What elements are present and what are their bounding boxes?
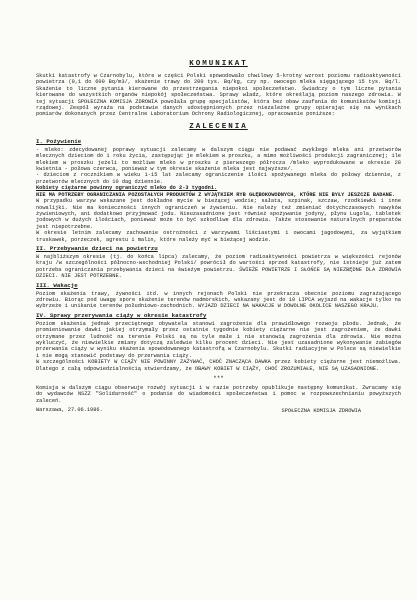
section-1-para-f: W okresie letnim zalecamy zachowanie ostrożności z warzywami liściastymi i owocami jagodowymi, za wyjątkiem truskawek, porzeczek, agrestu i malin, które należy myć w bieżącej wodzie. <box>36 230 401 243</box>
recommendations-heading: ZALECENIA <box>189 122 248 131</box>
section-4-para-a: Poziom skażenia jednak przeciętnego obywatela stanowi zagrożenie dla prawidłowego rozwoju płodu. Jednak, że promieniowanie dawki jakiej otrzymały przez ostatnie tygodnie kobiety ciężarne nie jest zagrożeniem, że dawki otrzymane przez ludność na terenie Polski są na tyle małe i nie stanowią zagrożenia dla zdrowia. Nie można wykluczyć, że niewielkie zmiany dotyczą zaledwie kilku procent dzieci. Nie jest uzasadnione wykonywanie zabiegów przerwania ciąży w wyniku skażenia spowodowanego katastrofą w Czarnobylu. Skutki radiacyjne w Polsce są niewielkie i nie mogą stanowić podstawy do przerwania ciąży. <box>36 320 401 359</box>
section-1-para-d: NIE MA POTRZEBY OGRANICZANIA POZOSTAŁYCH PRODUKTÓW Z WYJĄTKIEM RYB GŁĘBOKOWODNYCH, KTÓRE NIE BYŁY JESZCZE BADANE. <box>36 191 396 198</box>
document-date: Warszawa, 27.06.1986. <box>36 407 103 414</box>
intro-paragraph: Skutki katastrofy w Czarnobylu, które w części Polski spowodowało chwilowy 5-krotny wzrost poziomu radioaktywności powietrza (0,1 do 600 Bq/m3/, skażenie trawy do 200 tys. Bq/kg, czy np. owocego mleka sięgającego 15 tys. Bq/l. Skażenie to liczne pytania kierowane do przestrzegania niepokoi społeczeństwo. Świadczy o tym liczne pytania kierowane do wszystkich organów niepokój społeczeństwa. Sprawy władz, które określają poziom naszego zdrowia. W tej sytuacji SPOŁECZNA KOMISJA ZDROWIA powołała grupę specjalistów, która bez obaw zaufania do komunikatów komisji rządowej. Zespół wyraża na podstawie danych udostępnionych przez niezależne grupy opierając się na wynikach pomiarów dokonanych przez Centralne Laboratorium Ochrony Radiologicznej, opracowanie poniższe: <box>36 73 401 118</box>
section-1-para-c: Kobiety ciężarne powinny ograniczyć mleko do 2-3 tygodni. <box>36 185 218 192</box>
signature: SPOŁECZNA KOMISJA ZDROWIA <box>281 407 361 414</box>
section-1-title: I. Pożywienie <box>36 137 82 145</box>
separator-stars: *** <box>213 375 224 383</box>
section-2-title: II. Przebywanie dzieci na powietrzu <box>36 244 158 252</box>
section-4-para-b: W szczególności KOBIETY W CIĄŻY NIE POWINNY ZAŻYWAĆ, CHOĆ ZNACZĄCA DAWKA przez kobiety ciężarne jest niemożliwa. Dlatego z całą odpowiedzialnością stwierdzamy, że OBAWY KOBIET W CIĄŻY, CHOĆ ZROZUMIAŁE, NIE SĄ UZASADNIONE. <box>36 359 401 372</box>
signature-block <box>36 407 401 414</box>
section-4-title: IV. Sprawy przerywania ciąży w okresie katastrofy <box>36 311 207 319</box>
section-1-para-b: - dzieciom z rocznikiem w wieku 1-15 lat zalecamy ograniczenie ilości spożywanego mleka do połowy dziennie, z przetworów mlecznych do 10 dag dziennie. <box>36 172 401 185</box>
section-1-para-e: W przypadku warzyw wskazane jest dokładne mycie w bieżącej wodzie; sałata, szpinak, szczaw, rzodkiewki i inne nowalijki. Nie ma konieczności innych ograniczeń w żywieniu. Nie należy też zmieniać dotychczasowych nawyków żywieniowych, ani dodatkowo przyjmować jodu. Nieuzasadnione jest również spożywanie jodyny, płynu Lugola, tabletek jodowych w dużych ilościach, ponieważ może to być szkodliwe dla zdrowia. Także stosowanie naturalnych preparatów jest niepotrzebne. <box>36 198 401 230</box>
closing-paragraph: Komisja w dalszym ciągu obserwuje rozwój sytuacji i w razie potrzeby opublikuje następny komunikat. Zwracamy się do wydawców NSZZ "Solidarność" o podanie do wiadomości społeczeństwa i pomoc w rozpowszechnianiu powyższych zaleceń. <box>36 385 401 404</box>
section-3-title: III. Wakacje <box>36 281 78 289</box>
section-1-para-a: - mleko: zdecydowanej poprawy sytuacji zalecamy w dalszym ciągu nie podawać zwykłego mleka ani przetworów mlecznych dzieciom do 1 roku życia, zastępując je mlekiem w proszku, a mimo możliwości produkcji zagranicznej; ile mlekiem w proszku jeżeli to możliwe mleko w proszku z pierwszego półrocza /mleko wyprodukowane w okresie 28 kwietnia - połowa czerwca, ponieważ w tym okresie skażenie mleka jest najwyższe/. <box>36 146 401 173</box>
section-2-para: W najbliższym okresie (tj. do końca lipca) zalecamy, że poziom radioaktywności powietrza w większości rejonów kraju /w szczególności północno-wschodniej Polski/ powrócił do wartości sprzed katastrofy, nie istnieje już zatem potrzeba ograniczania przebywania dzieci na świeżym powietrzu. ŚWIEŻE POWIETRZE I SŁOŃCE SĄ NIEZBĘDNE DLA ZDROWIA DZIECI. NIE JEST POTRZEBNE. <box>36 253 401 280</box>
document-title: KOMUNIKAT <box>189 60 248 68</box>
section-3-para: Poziom skażenia trawy, żywności itd. w innych rejonach Polski nie przekracza obecnie poziomu zagrażającego zdrowiu. Biorąc pod uwagę spore skażenie terenów nadmorskich, wskazany jest do 10 LIPCA wyjazd na wakacje tylko na wybrzeże i unikanie terenów południowo-zachodnich. WYJAZD DZIECI NA WAKACJE W DOWOLNE OKOLICE NASZEGO KRAJU. <box>36 290 401 310</box>
